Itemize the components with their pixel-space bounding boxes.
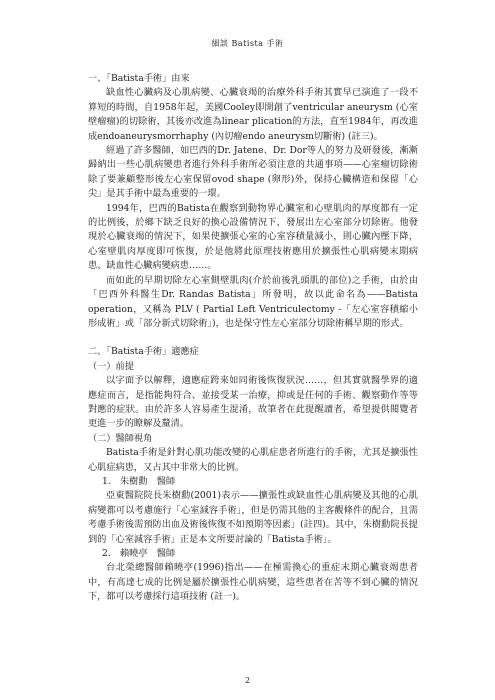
physician-item-1-text: 亞東醫院院長朱樹勳(2001)表示——擴張性或缺血性心肌病變及其他的心肌病變都可以考慮施行「心室減容手術」，但是仍需其他的主客觀條件的配合，且需考慮手術後需預防出血及術後恢復不如預期等因素」(註四)。其中，朱樹勳院長提到的「心室減容手術」正是本文所要討論的「Batista手術」。 <box>88 490 418 545</box>
subsection-premise-paragraph: 以字面予以解釋，適應症跨來如同術後恢復狀況……，但其實就醫學界的適應症而言，是指能夠符合、並接受某一治療，抑或是任何的手術、觀察動作等等對應的症狀。由於許多人容易產生混淆，故筆者在此提醒讀者，希望提供閱覽者更進一步的瞭解及釐清。 <box>88 375 418 430</box>
running-header: 細談 Batista 手術 <box>211 39 284 48</box>
section-1-paragraph-3: 1994年，巴西的Batista在觀察到動物界心臟室和心壁肌肉的厚度都有一定的比例後，於鄉下缺乏良好的換心設備情況下，發展出左心室部分切除術。他發現於心臟衰竭的情況下，如果使擴張心室的心室容積量減小，則心臟內壓下降，心室壁肌肉厚度即可恢復，於是他將此原理技術應用於擴張性心肌病變末期病患、缺血性心臟病變病患……。 <box>88 202 418 272</box>
subsection-premise-title: （一）前提 <box>88 360 134 372</box>
document-body <box>88 72 418 605</box>
physician-item-1-label: 1. 朱樹勳 醫師 <box>102 475 176 487</box>
physician-item-2-text: 台北榮總醫師賴曉亭(1996)指出——在極需換心的重症末期心臟衰竭患者中，有高達七成的比例是屬於擴張性心肌病變，這些患者在苦等不到心臟的情況下，都可以考慮採行這項技術 (註一)。 <box>88 562 418 603</box>
section-1-paragraph-2: 經過了許多醫師，如巴西的Dr. Jatene、Dr. Dor等人的努力及研發後，漸漸歸納出一些心肌病變患者進行外科手術所必須注意的共通事項——心室瘤切除術除了要兼顧整形後左心室保留ovod shape (卵形)外，保持心臟構造和保留「心尖」是其手術中最為重要的一環。 <box>88 145 418 200</box>
section-1-paragraph-1: 缺血性心臟病及心肌病變、心臟衰竭的治療外科手術其實早已演進了一段不算短的時間，自1958年起，美國Cooley即開創了ventricular aneurysm (心室壁瘤瘤)的切除術，其後亦改進為linear plication的方法，直至1984年，再改進成endoaneurysmorrhaphy (內切瘤endo aneurysm切斷術) (註三)。 <box>88 87 418 142</box>
section-1-paragraph-4: 而如此的早期切除左心室側壁肌肉(介於前後乳頭肌的部位)之手術，由於由「巴西外科醫生Dr. Randas Batista」所發明，故以此命名為——Batista operation，又稱為 PLV ( Partial Left Ventriculectomy -「左心室容積縮小形成術」或「部分新式切除術」)，也是保守性左心室部分切除術稱早期的形式。 <box>88 274 418 329</box>
section-1-title: 一、「Batista手術」由來 <box>88 73 190 84</box>
subsection-physician-title: （二）醫師視角 <box>88 432 153 444</box>
physician-item-2-label: 2. 賴曉亭 醫師 <box>102 548 176 559</box>
page-number: 2 <box>244 676 251 685</box>
section-2-title: 二、「Batista手術」適應症 <box>88 346 199 358</box>
subsection-physician-paragraph: Batista手術是針對心肌功能改變的心肌症患者所進行的手術，尤其是擴張性心肌症病患，又占其中非常大的比例。 <box>88 447 418 473</box>
